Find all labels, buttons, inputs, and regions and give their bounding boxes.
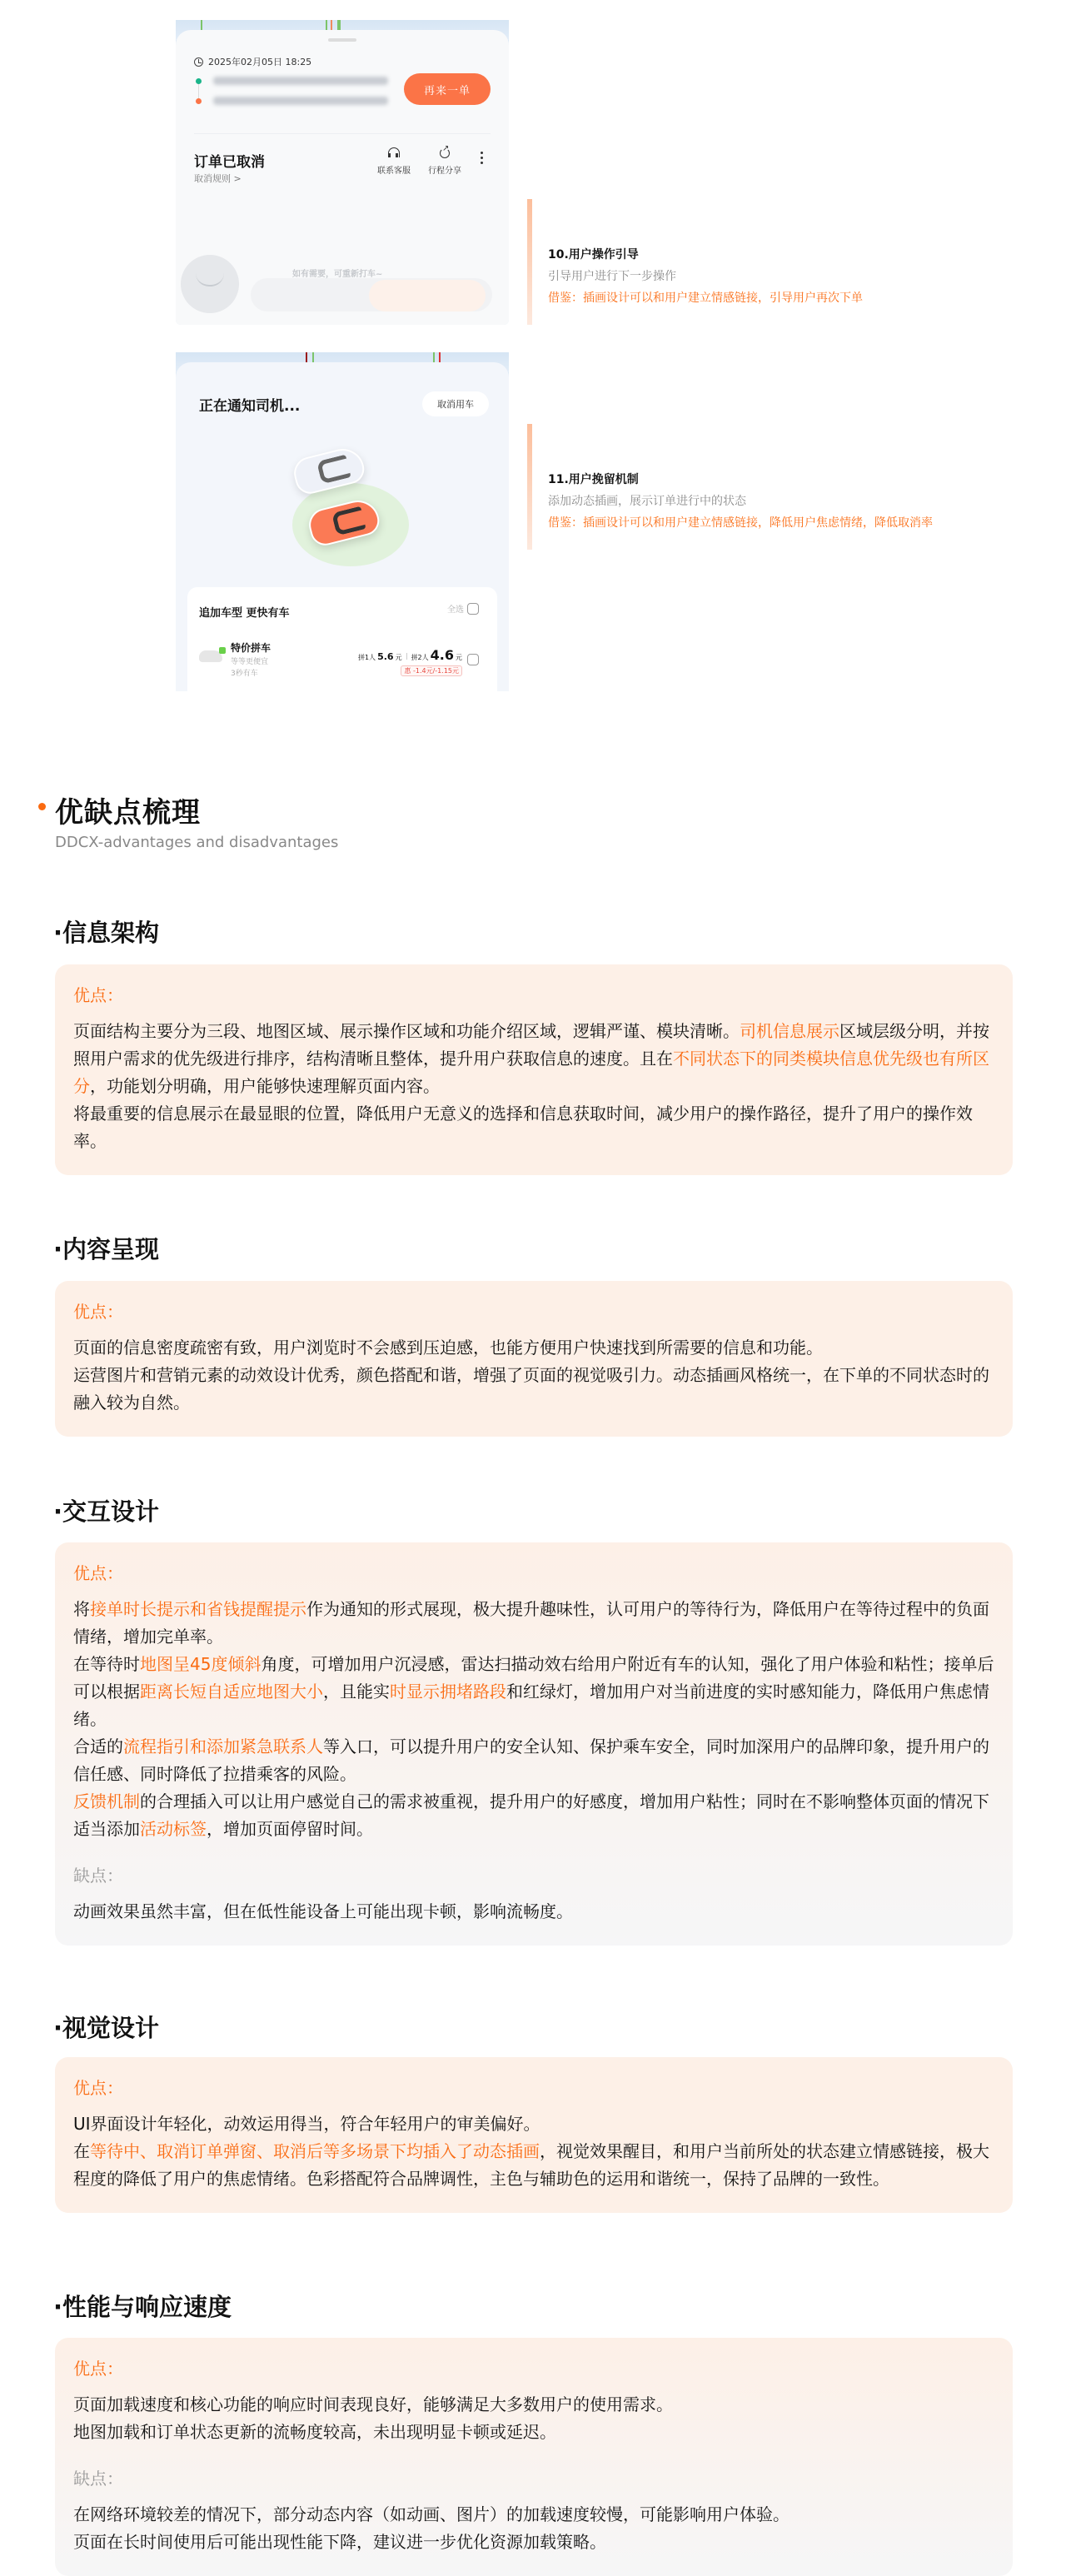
order-again-button[interactable]: 再来一单 bbox=[404, 73, 491, 105]
heading-visual: ·视觉设计 bbox=[53, 2014, 160, 2042]
ride-sub-1: 等等更便宜 bbox=[231, 658, 269, 666]
order-time bbox=[194, 55, 311, 68]
headset-icon bbox=[387, 147, 401, 160]
price1-prefix: 拼1人 bbox=[357, 654, 376, 661]
heading-interaction: ·交互设计 bbox=[53, 1497, 160, 1526]
pros-label: 优点： bbox=[73, 1302, 123, 1322]
waiting-sheet bbox=[176, 362, 509, 691]
notifying-title: 正在通知司机... bbox=[199, 398, 301, 415]
section-bullet-icon bbox=[38, 803, 46, 810]
end-address bbox=[196, 97, 388, 105]
heading-performance: ·性能与响应速度 bbox=[53, 2293, 232, 2321]
discount-badge: 惠 -1.4元/-1.15元 bbox=[401, 665, 462, 676]
section-subtitle: DDCX-advantages and disadvantages bbox=[55, 834, 339, 851]
illustration-button-ghost bbox=[369, 280, 486, 311]
section-title: 优缺点梳理 bbox=[55, 796, 201, 830]
annotation-subtitle: 引导用户进行下一步操作 bbox=[548, 270, 676, 283]
cons-label: 缺点： bbox=[73, 2469, 123, 2489]
ride-price bbox=[358, 647, 462, 663]
pros-label: 优点： bbox=[73, 2078, 123, 2098]
paragraph: 页面结构主要分为三段、地图区域、展示操作区域和功能介绍区域，逻辑严谨、模块清晰。司机信息展示区域层级分明，并按照用户需求的优先级进行排序，结构清晰且整体，提升用户获取信息的速度。且在不同状态下的同类模块信息优先级也有所区分，功能划分明确，用户能够快速理解页面内容。 bbox=[73, 1021, 989, 1096]
order-status-title: 订单已取消 bbox=[194, 154, 265, 171]
ride-name: 特价拼车 bbox=[231, 642, 271, 654]
paragraph: 页面的信息密度疏密有致，用户浏览时不会感到压迫感，也能方便用户快速找到所需要的信息和功能。 bbox=[73, 1338, 823, 1358]
price1-value: 5.6 bbox=[377, 651, 394, 662]
annotation-subtitle: 添加动态插画，展示订单进行中的状态 bbox=[548, 495, 746, 508]
ride-sub-2: 3秒有车 bbox=[231, 670, 258, 678]
drag-handle[interactable] bbox=[328, 38, 356, 42]
addon-car-card bbox=[187, 587, 497, 691]
cancel-ride-button[interactable]: 取消用车 bbox=[422, 391, 489, 416]
order-time-text: 2025年02月05日 18:25 bbox=[208, 57, 312, 67]
contact-service-label: 联系客服 bbox=[377, 167, 411, 176]
clock-icon bbox=[194, 57, 203, 67]
paragraph: 将接单时长提示和省钱提醒提示作为通知的形式展现，极大提升趣味性，认可用户的等待行为，降低用户在等待过程中的负面情绪，增加完单率。 bbox=[73, 1599, 989, 1647]
more-menu-icon[interactable] bbox=[481, 152, 484, 164]
order-sheet bbox=[176, 30, 509, 325]
select-all-toggle[interactable] bbox=[447, 602, 479, 615]
paragraph: 页面加载速度和核心功能的响应时间表现良好，能够满足大多数用户的使用需求。 bbox=[73, 2394, 673, 2414]
pros-label: 优点： bbox=[73, 985, 123, 1005]
paragraph: 反馈机制的合理插入可以让用户感觉自己的需求被重视，提升用户的好感度，增加用户粘性；同时在不影响整体页面的情况下适当添加活动标签，增加页面停留时间。 bbox=[73, 1791, 989, 1839]
carpool-car-icon bbox=[199, 650, 222, 662]
select-all-label: 全选 bbox=[447, 605, 464, 615]
select-all-checkbox[interactable] bbox=[467, 603, 479, 615]
price2-prefix: 拼2人 bbox=[411, 654, 429, 661]
paragraph: 动画效果虽然丰富，但在低性能设备上可能出现卡顿，影响流畅度。 bbox=[73, 1901, 573, 1921]
share-trip-button[interactable] bbox=[428, 147, 461, 176]
paragraph: 合适的流程指引和添加紧急联系人等入口，可以提升用户的安全认知、保护乘车安全，同时加深用户的品牌印象，提升用户的信任感、同时降低了拉措乘客的风险。 bbox=[73, 1736, 989, 1784]
addon-title: 追加车型 更快有车 bbox=[199, 607, 290, 620]
share-icon bbox=[438, 147, 451, 160]
annotation-bar bbox=[527, 424, 532, 550]
paragraph: UI界面设计年轻化，动效运用得当，符合年轻用户的审美偏好。 bbox=[73, 2114, 540, 2134]
card-visual bbox=[55, 2057, 1013, 2213]
paragraph: 运营图片和营销元素的动效设计优秀，颜色搭配和谐，增强了页面的视觉吸引力。动态插画风格统一，在下单的不同状态时的融入较为自然。 bbox=[73, 1365, 989, 1413]
paragraph: 在等待时地图呈45度倾斜角度，可增加用户沉浸感，雷达扫描动效右给用户附近有车的认知，强化了用户体验和粘性；接单后可以根据距离长短自适应地图大小，且能实时显示拥堵路段和红绿灯，增加用户对当前进度的实时感知能力，降低用户焦虑情绪。 bbox=[73, 1654, 994, 1729]
start-address bbox=[196, 77, 388, 85]
cancel-rule-link[interactable]: 取消规则 > bbox=[194, 173, 242, 184]
end-dot-icon bbox=[196, 98, 202, 104]
annotation-title: 10.用户操作引导 bbox=[548, 248, 639, 262]
pros-label: 优点： bbox=[73, 1563, 123, 1583]
annotation-reference: 借鉴：插画设计可以和用户建立情感链接，引导用户再次下单 bbox=[548, 291, 863, 305]
card-interaction bbox=[55, 1542, 1013, 1946]
heading-info-architecture: ·信息架构 bbox=[53, 919, 160, 947]
heading-content: ·内容呈现 bbox=[53, 1235, 160, 1263]
paragraph: 在网络环境较差的情况下，部分动态内容（如动画、图片）的加载速度较慢，可能影响用户体验。 bbox=[73, 2504, 790, 2524]
annotation-bar bbox=[527, 199, 532, 325]
card-performance bbox=[55, 2338, 1013, 2576]
phone-mockup-order-cancelled bbox=[176, 20, 509, 325]
paragraph: 地图加载和订单状态更新的流畅度较高，未出现明显卡顿或延迟。 bbox=[73, 2422, 556, 2442]
start-dot-icon bbox=[196, 78, 202, 84]
phone-mockup-notifying-driver bbox=[176, 352, 509, 691]
price2-value: 4.6 bbox=[430, 647, 454, 663]
price2-unit: 元 bbox=[456, 654, 462, 661]
divider bbox=[194, 133, 491, 134]
paragraph: 在等待中、取消订单弹窗、取消后等多场景下均插入了动态插画，视觉效果醒目，和用户当前所处的状态建立情感链接，极大程度的降低了用户的焦虑情绪。色彩搭配符合品牌调性，主色与辅助色的运用和谐统一，保持了品牌的一致性。 bbox=[73, 2141, 989, 2189]
annotation-title: 11.用户挽留机制 bbox=[548, 473, 639, 486]
price1-unit: 元 bbox=[395, 654, 402, 661]
pros-label: 优点： bbox=[73, 2359, 123, 2379]
ride-checkbox[interactable] bbox=[467, 654, 479, 665]
price-separator bbox=[406, 653, 407, 660]
contact-service-button[interactable] bbox=[377, 147, 411, 176]
paragraph: 将最重要的信息展示在最显眼的位置，降低用户无意义的选择和信息获取时间，减少用户的操作路径，提升了用户的操作效率。 bbox=[73, 1104, 973, 1151]
rebook-hint: 如有需要，可重新打车~ bbox=[292, 270, 383, 279]
share-trip-label: 行程分享 bbox=[428, 167, 461, 176]
blurred-address bbox=[213, 77, 388, 85]
waiting-illustration bbox=[226, 437, 459, 579]
mascot-illustration bbox=[181, 255, 239, 313]
card-info-architecture bbox=[55, 964, 1013, 1175]
cons-label: 缺点： bbox=[73, 1866, 123, 1886]
smile-icon bbox=[196, 273, 224, 286]
blurred-address bbox=[213, 97, 388, 105]
paragraph: 页面在长时间使用后可能出现性能下降，建议进一步优化资源加载策略。 bbox=[73, 2532, 606, 2552]
annotation-reference: 借鉴：插画设计可以和用户建立情感链接，降低用户焦虑情绪，降低取消率 bbox=[548, 516, 933, 530]
card-content bbox=[55, 1281, 1013, 1437]
